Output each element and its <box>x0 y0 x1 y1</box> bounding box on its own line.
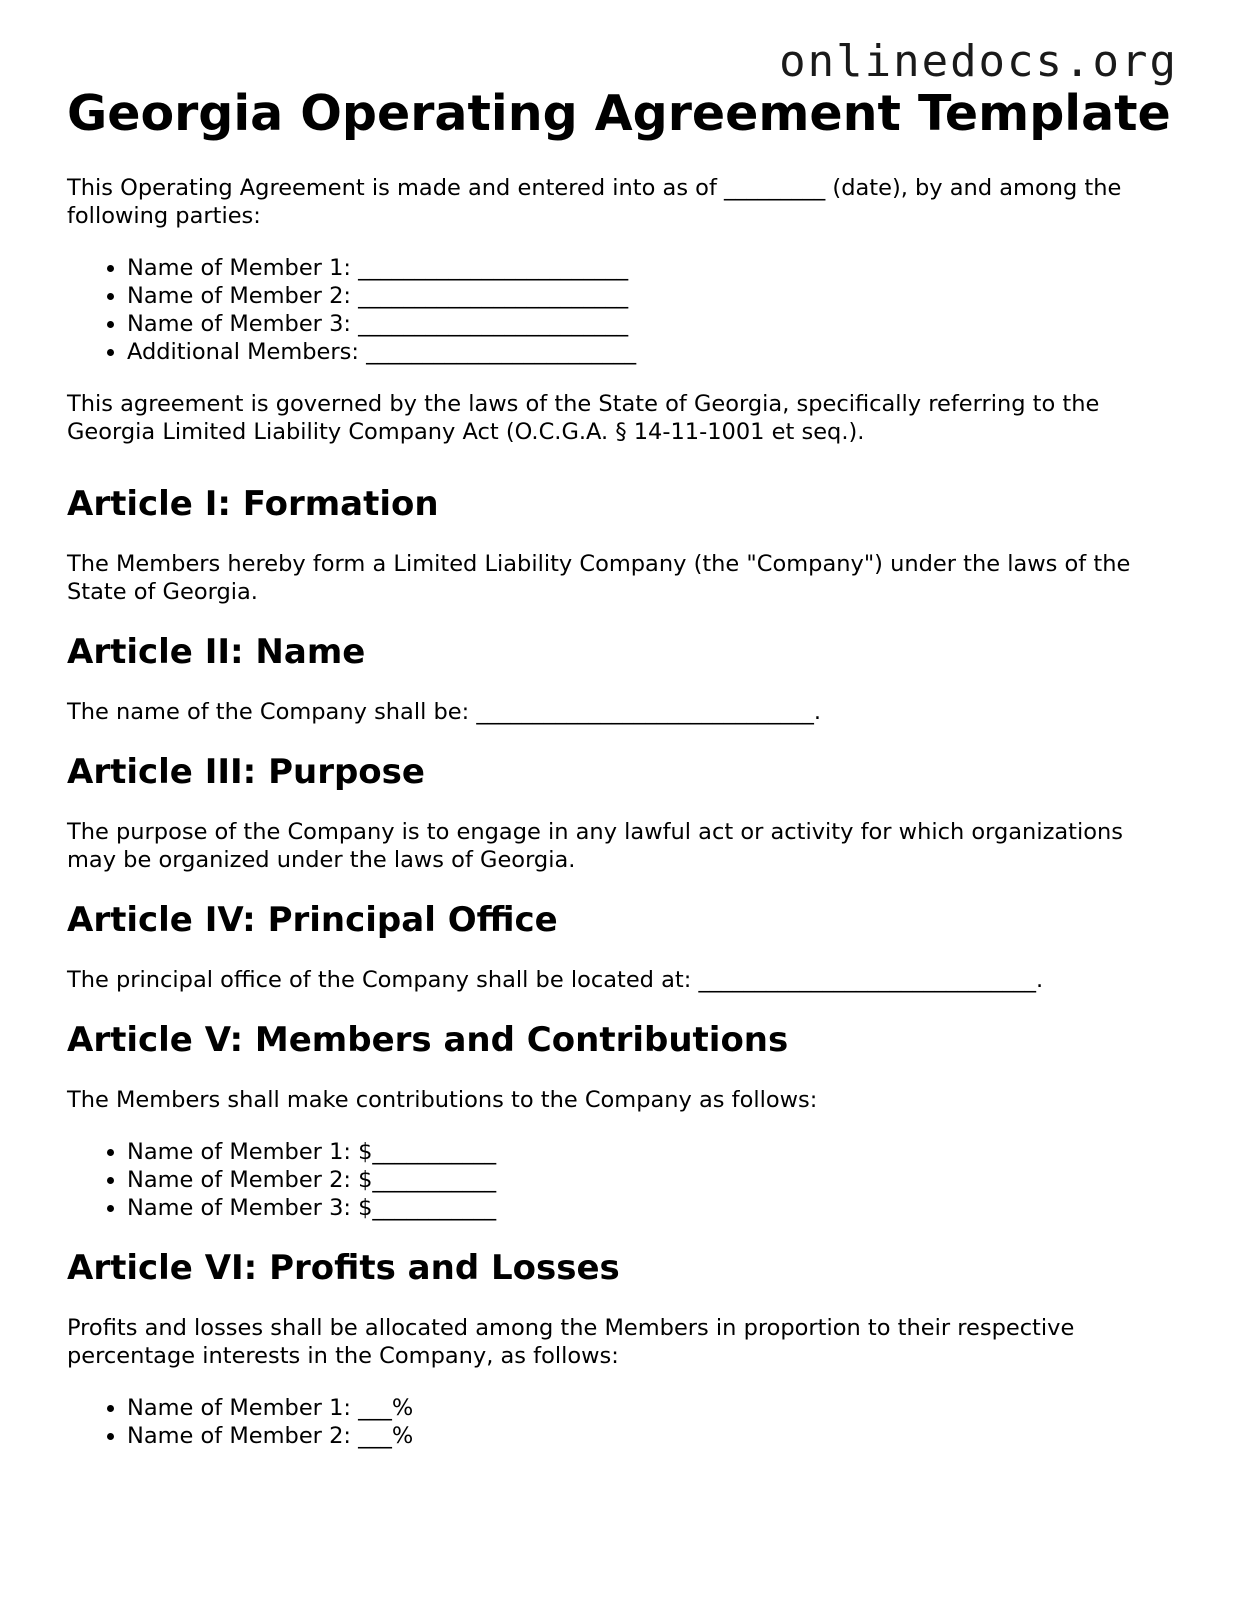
article-office-heading: Article IV: Principal Office <box>67 900 558 940</box>
article-profits-text: Profits and losses shall be allocated among the Members in proportion to their respective percentage interests in the Company, as follows: <box>67 1315 1075 1369</box>
parties-list <box>67 254 1177 366</box>
article-purpose-heading: Article III: Purpose <box>67 752 425 792</box>
article-contributions-text: The Members shall make contributions to the Company as follows: <box>67 1087 818 1113</box>
party-item: • Additional Members: ________________________ <box>127 338 1177 366</box>
profits-list <box>67 1394 1177 1450</box>
contribution-item: • Name of Member 2: $___________ <box>127 1166 1177 1194</box>
party-item: • Name of Member 1: ________________________ <box>127 254 1177 282</box>
profit-item: • Name of Member 2: ___% <box>127 1422 1177 1450</box>
article-profits-heading: Article VI: Profits and Losses <box>67 1248 620 1288</box>
intro-paragraph: This Operating Agreement is made and entered into as of _________ (date), by and among the following parties: <box>67 175 1122 229</box>
document-page <box>67 84 1177 1474</box>
contributions-list <box>67 1138 1177 1222</box>
article-name-heading: Article II: Name <box>67 632 366 672</box>
party-item: • Name of Member 2: ________________________ <box>127 282 1177 310</box>
article-contributions-heading: Article V: Members and Contributions <box>67 1020 789 1060</box>
party-item: • Name of Member 3: ________________________ <box>127 310 1177 338</box>
article-office-text: The principal office of the Company shall be located at: ______________________________. <box>67 967 1044 993</box>
profit-item: • Name of Member 1: ___% <box>127 1394 1177 1422</box>
page-title: Georgia Operating Agreement Template <box>67 85 1171 142</box>
watermark: onlinedocs.org <box>779 36 1178 87</box>
article-purpose-text: The purpose of the Company is to engage in any lawful act or activity for which organizations may be organized under the laws of Georgia. <box>67 819 1123 873</box>
contribution-item: • Name of Member 1: $___________ <box>127 1138 1177 1166</box>
article-name-text: The name of the Company shall be: ______________________________. <box>67 699 822 725</box>
article-formation-text: The Members hereby form a Limited Liability Company (the "Company") under the laws of the State of Georgia. <box>67 551 1131 605</box>
article-formation-heading: Article I: Formation <box>67 484 439 524</box>
governing-law-paragraph: This agreement is governed by the laws of the State of Georgia, specifically referring to the Georgia Limited Liability Company Act (O.C.G.A. § 14-11-1001 et seq.). <box>67 391 1100 445</box>
contribution-item: • Name of Member 3: $___________ <box>127 1194 1177 1222</box>
